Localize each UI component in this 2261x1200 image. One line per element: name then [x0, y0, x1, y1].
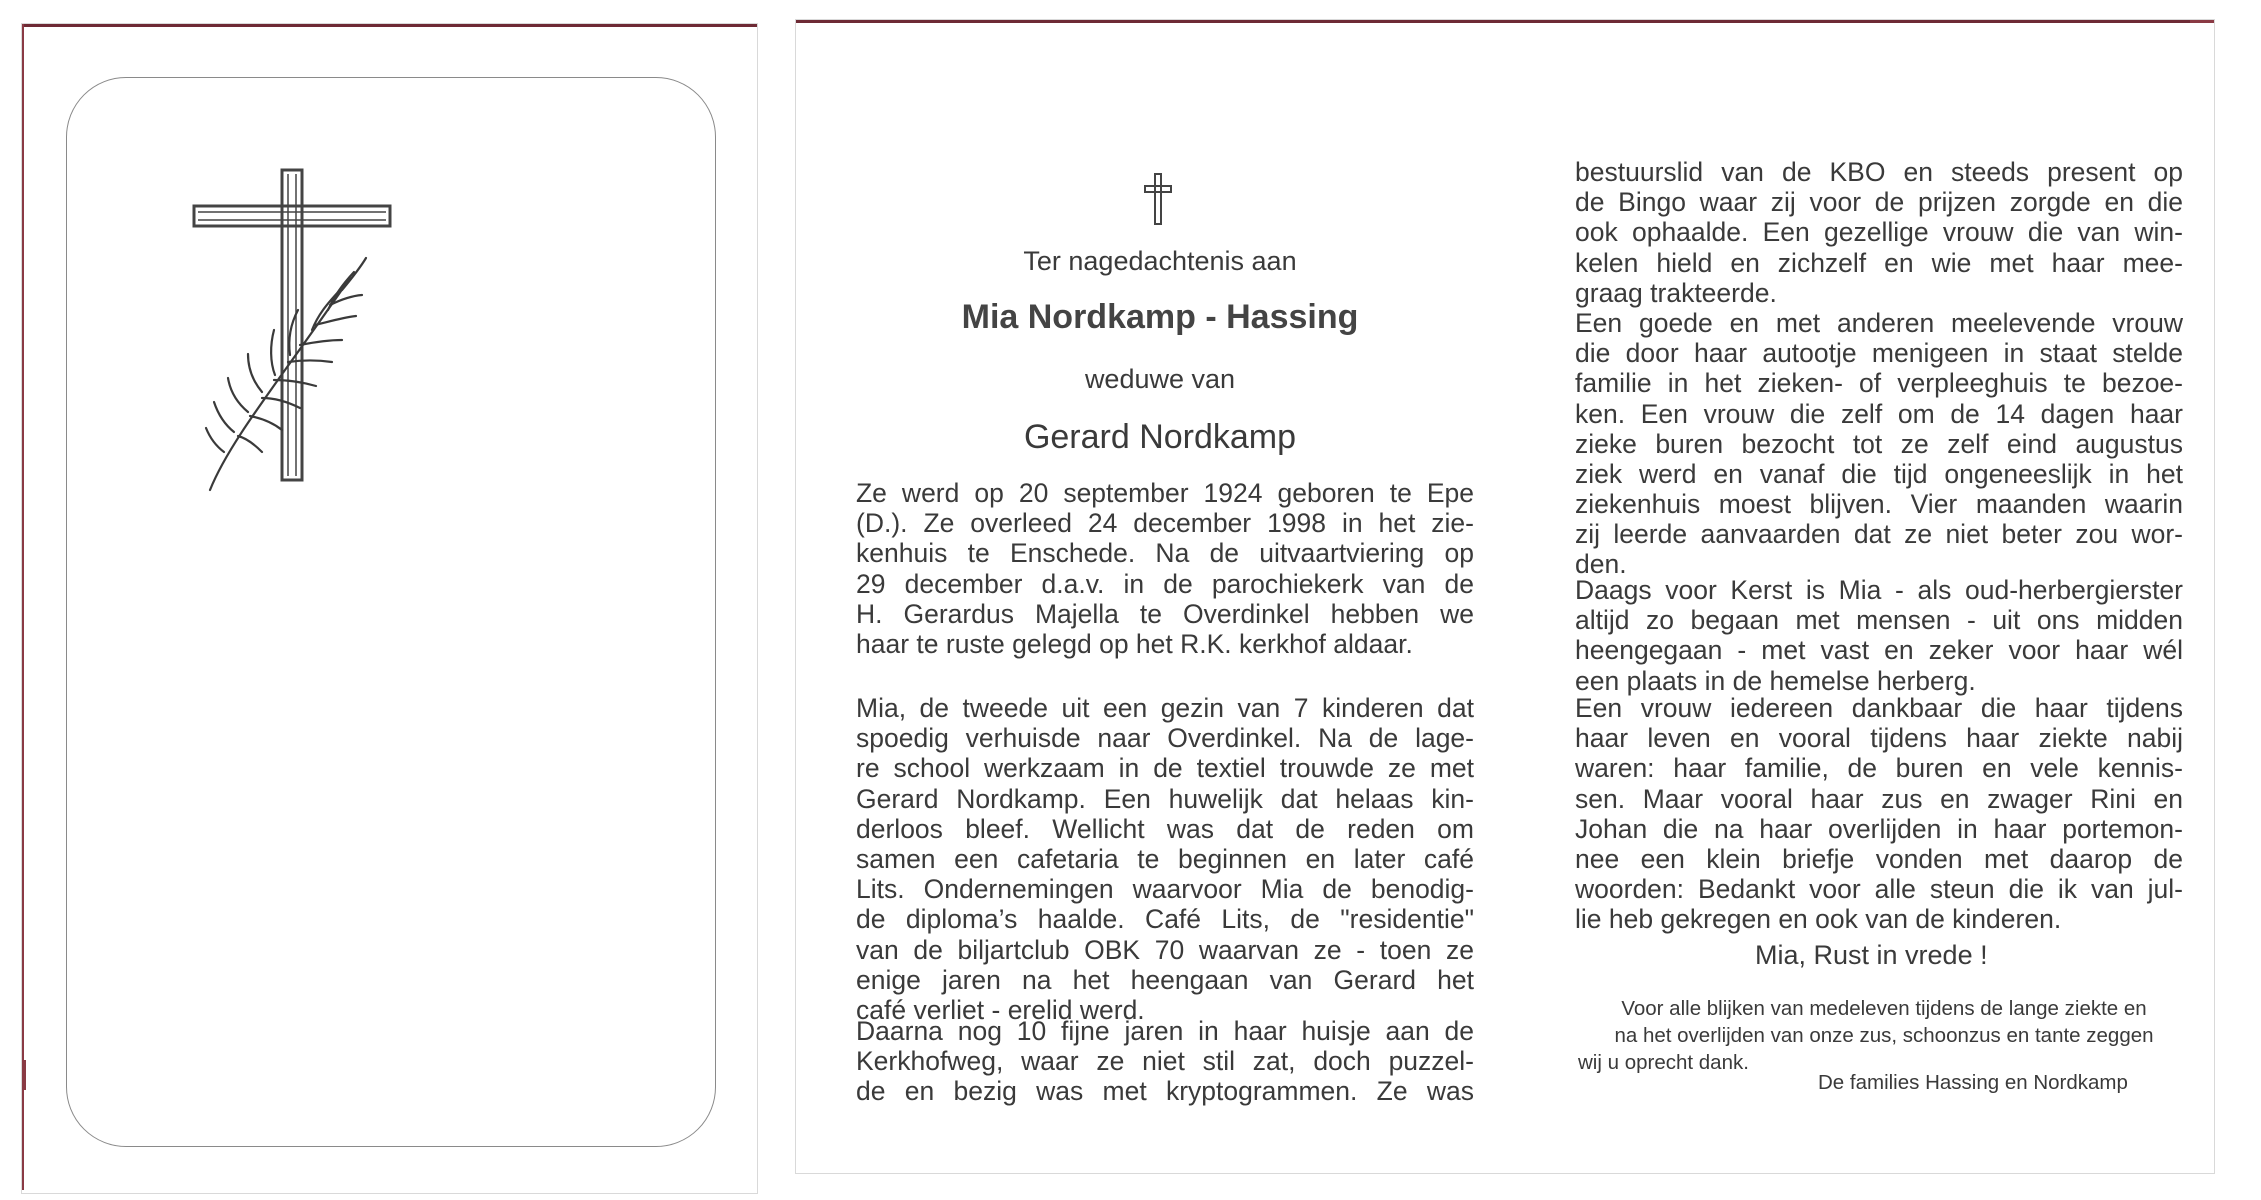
- signature: De families Hassing en Nordkamp: [1818, 1071, 2128, 1094]
- text-line: haar leven en vooral tijdens haar ziekte nabij: [1575, 723, 2183, 754]
- deceased-name: Mia Nordkamp - Hassing: [961, 298, 1359, 336]
- text-line: de en bezig was met kryptogrammen. Ze was: [856, 1076, 1474, 1107]
- text-line: sen. Maar vooral haar zus en zwager Rini en: [1575, 783, 2183, 814]
- column-b-paragraph-3: [1575, 693, 2183, 935]
- text-line: waren: haar familie, de buren en vele kennis-: [1575, 753, 2183, 784]
- text-line: kelen hield en zichzelf en wie met haar mee-: [1575, 247, 2183, 278]
- text-line: Daarna nog 10 fijne jaren in haar huisje aan de: [856, 1016, 1474, 1046]
- text-line: nee een klein briefje vonden met daarop de: [1575, 843, 2183, 874]
- text-line: zieke buren bezocht tot ze zelf eind augustus: [1575, 428, 2183, 459]
- text-line: re school werkzaam in de textiel trouwde ze met: [856, 753, 1474, 784]
- text-line: 29 december d.a.v. in de parochiekerk van de: [856, 568, 1474, 599]
- text-line: Mia, de tweede uit een gezin van 7 kinderen dat: [856, 693, 1474, 723]
- farewell-text: Mia, Rust in vrede !: [1755, 940, 1988, 970]
- column-b-paragraph-1: [1575, 157, 2183, 580]
- intro-text: Ter nagedachtenis aan: [1023, 246, 1297, 276]
- cross-with-palm-icon: [170, 140, 430, 510]
- thanks-line: na het overlijden van onze zus, schoonzus en tante zeggen: [1614, 1024, 2154, 1047]
- text-line: graag trakteerde.: [1575, 277, 1777, 308]
- text-line: Lits. Ondernemingen waarvoor Mia de benodig-: [856, 874, 1474, 905]
- column-a-paragraph-2: [856, 693, 1474, 1025]
- text-line: kenhuis te Enschede. Na de uitvaartviering op: [856, 538, 1474, 569]
- text-line: bestuurslid van de KBO en steeds present op: [1575, 157, 2183, 187]
- card-edge: [22, 24, 24, 1190]
- text-line: een plaats in de hemelse herberg.: [1575, 665, 1976, 696]
- husband-name: Gerard Nordkamp: [1023, 418, 1297, 456]
- text-line: de Bingo waar zij voor de prijzen zorgde en die: [1575, 187, 2183, 218]
- text-line: Daags voor Kerst is Mia - als oud-herbergierster: [1575, 575, 2183, 605]
- text-line: (D.). Ze overleed 24 december 1998 in het zie-: [856, 508, 1474, 539]
- text-line: H. Gerardus Majella te Overdinkel hebben we: [856, 598, 1474, 629]
- small-cross-icon: [1143, 172, 1173, 226]
- text-line: lie heb gekregen en ook van de kinderen.: [1575, 904, 2062, 935]
- text-line: spoedig verhuisde naar Overdinkel. Na de lage-: [856, 723, 1474, 754]
- text-line: altijd zo begaan met mensen - uit ons midden: [1575, 605, 2183, 636]
- text-line: haar te ruste gelegd op het R.K. kerkhof aldaar.: [856, 628, 1413, 659]
- text-line: Kerkhofweg, waar ze niet stil zat, doch puzzel-: [856, 1046, 1474, 1077]
- card-edge-mark: [22, 1060, 26, 1090]
- text-line: woorden: Bedankt voor alle steun die ik van jul-: [1575, 874, 2183, 905]
- text-line: enige jaren na het heengaan van Gerard het: [856, 964, 1474, 995]
- text-line: Ze werd op 20 september 1924 geboren te Epe: [856, 478, 1474, 508]
- text-line: samen een cafetaria te beginnen en later café: [856, 843, 1474, 874]
- text-line: ziek werd en vanaf die tijd ongeneeslijk in het: [1575, 458, 2183, 489]
- thanks-note: [1578, 995, 2190, 1076]
- thanks-line: wij u oprecht dank.: [1578, 1051, 1749, 1074]
- back-card-edge: [2190, 20, 2214, 23]
- text-line: familie in het zieken- of verpleeghuis te bezoe-: [1575, 368, 2183, 399]
- column-a-paragraph-3: [856, 1016, 1474, 1107]
- thanks-line: Voor alle blijken van medeleven tijdens de lange ziekte en: [1621, 997, 2147, 1020]
- text-line: heengegaan - met vast en zeker voor haar wél: [1575, 635, 2183, 666]
- text-line: ook ophaalde. Een gezellige vrouw die van win-: [1575, 217, 2183, 248]
- text-line: Johan die na haar overlijden in haar portemon-: [1575, 813, 2183, 844]
- column-a-paragraph-1: [856, 478, 1474, 659]
- text-line: Een vrouw iedereen dankbaar die haar tijdens: [1575, 693, 2183, 723]
- text-line: van de biljartclub OBK 70 waarvan ze - toen ze: [856, 934, 1474, 965]
- text-line: Gerard Nordkamp. Een huwelijk dat helaas kin-: [856, 783, 1474, 814]
- widow-text: weduwe van: [1084, 364, 1236, 394]
- text-line: die door haar autootje menigeen in staat stelde: [1575, 338, 2183, 369]
- text-line: de diploma’s haalde. Café Lits, de "residentie": [856, 904, 1474, 935]
- text-line: derloos bleef. Wellicht was dat de reden om: [856, 813, 1474, 844]
- text-line: ziekenhuis moest blijven. Vier maanden waarin: [1575, 489, 2183, 520]
- text-line: Een goede en met anderen meelevende vrouw: [1575, 307, 2183, 338]
- text-line: café verliet - erelid werd.: [856, 994, 1145, 1025]
- text-line: den.: [1575, 549, 1627, 580]
- text-line: ken. Een vrouw die zelf om de 14 dagen haar: [1575, 398, 2183, 429]
- text-line: zij leerde aanvaarden dat ze niet beter zou wor-: [1575, 519, 2183, 550]
- column-b-paragraph-2: [1575, 575, 2183, 696]
